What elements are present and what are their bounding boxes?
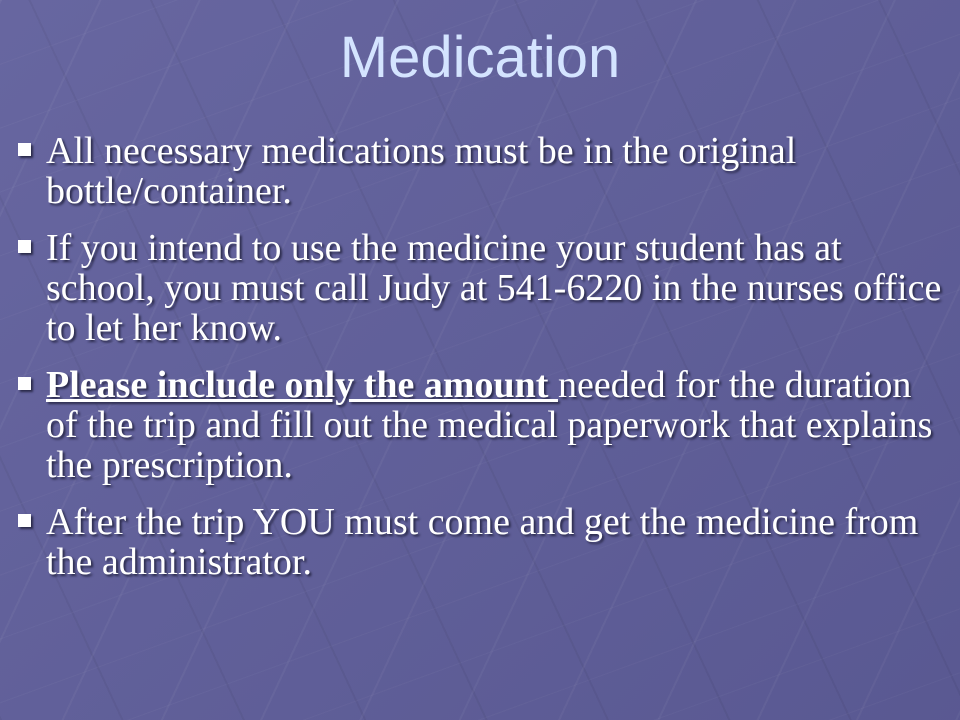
bullet-list — [16, 131, 946, 599]
bullet-emphasis-text: Please include only the amount — [46, 364, 558, 406]
square-bullet-icon — [18, 240, 31, 253]
bullet-text: If you intend to use the medicine your student has at school, you must call Judy at 541-6220 in the nurses office to let her know. — [46, 227, 942, 349]
bullet-item — [16, 131, 946, 211]
square-bullet-icon — [18, 143, 31, 156]
bullet-text: All necessary medications must be in the original bottle/container. — [46, 130, 797, 212]
square-bullet-icon — [18, 514, 31, 527]
bullet-item — [16, 502, 946, 582]
slide-title: Medication — [339, 25, 621, 90]
bullet-item — [16, 365, 946, 485]
bullet-text: After the trip YOU must come and get the medicine from the administrator. — [46, 501, 919, 583]
bullet-text: needed for the duration of the trip and fill out the medical paperwork that explains the prescription. — [46, 364, 933, 486]
square-bullet-icon — [18, 377, 31, 390]
bullet-item — [16, 228, 946, 348]
